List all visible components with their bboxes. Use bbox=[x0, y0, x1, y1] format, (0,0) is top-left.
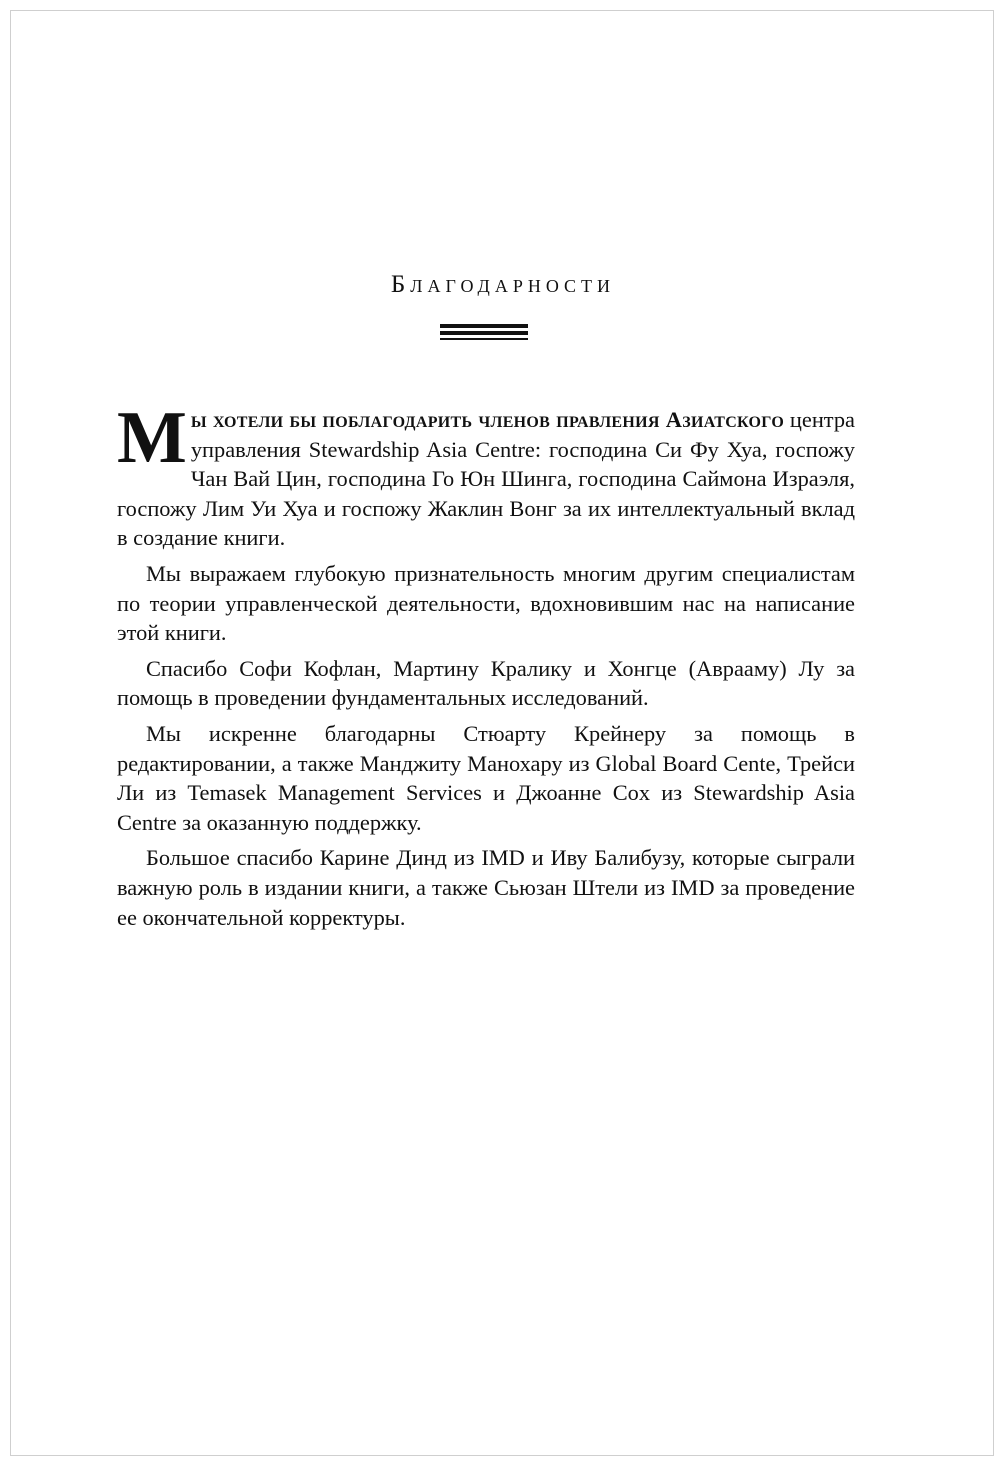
title-divider bbox=[440, 324, 528, 340]
paragraph-5: Большое спасибо Карине Динд из IMD и Иву Балибузу, которые сыграли важную роль в издании книги, а также Сьюзан Штели из IMD за проведение ее окончательной корректуры. bbox=[117, 845, 855, 930]
title-divider-middle-line bbox=[440, 331, 528, 335]
acknowledgements-body bbox=[117, 397, 855, 938]
drop-cap: М bbox=[117, 397, 187, 479]
page-title: Благодарности bbox=[390, 271, 616, 298]
paragraph-2: Мы выражаем глубокую признательность многим другим специалистам по теории управленческой деятельности, вдохновившим нас на написание этой книги. bbox=[117, 560, 855, 646]
paragraph-1-lead-in: ы хотели бы поблагодарить членов правления Азиатского bbox=[190, 407, 785, 432]
title-divider-thin-line bbox=[440, 338, 528, 340]
paragraph-4: Мы искренне благодарны Стюарту Крейнеру за помощь в редактировании, а также Манджиту Манохару из Global Board Cente, Трейси Ли из Temasek Management Services и Джоанне Cox из Stewardship Asia Centre за оказанную поддержку. bbox=[117, 720, 855, 835]
title-divider-thick-line bbox=[440, 324, 528, 328]
paragraph-1 bbox=[117, 397, 855, 553]
paragraph-1-text: центра управления Stewardship Asia Centre: господина Си Фу Хуа, госпожу Чан Вай Цин, господина Го Юн Шинга, господина Саймона Израэля, госпожу Лим Уи Хуа и госпожу Жаклин Вонг за их интеллектуальный вклад в создание книги. bbox=[117, 407, 855, 551]
paragraph-3: Спасибо Софи Кофлан, Мартину Кралику и Хонгце (Аврааму) Лу за помощь в проведении фундаментальных исследований. bbox=[117, 655, 855, 711]
